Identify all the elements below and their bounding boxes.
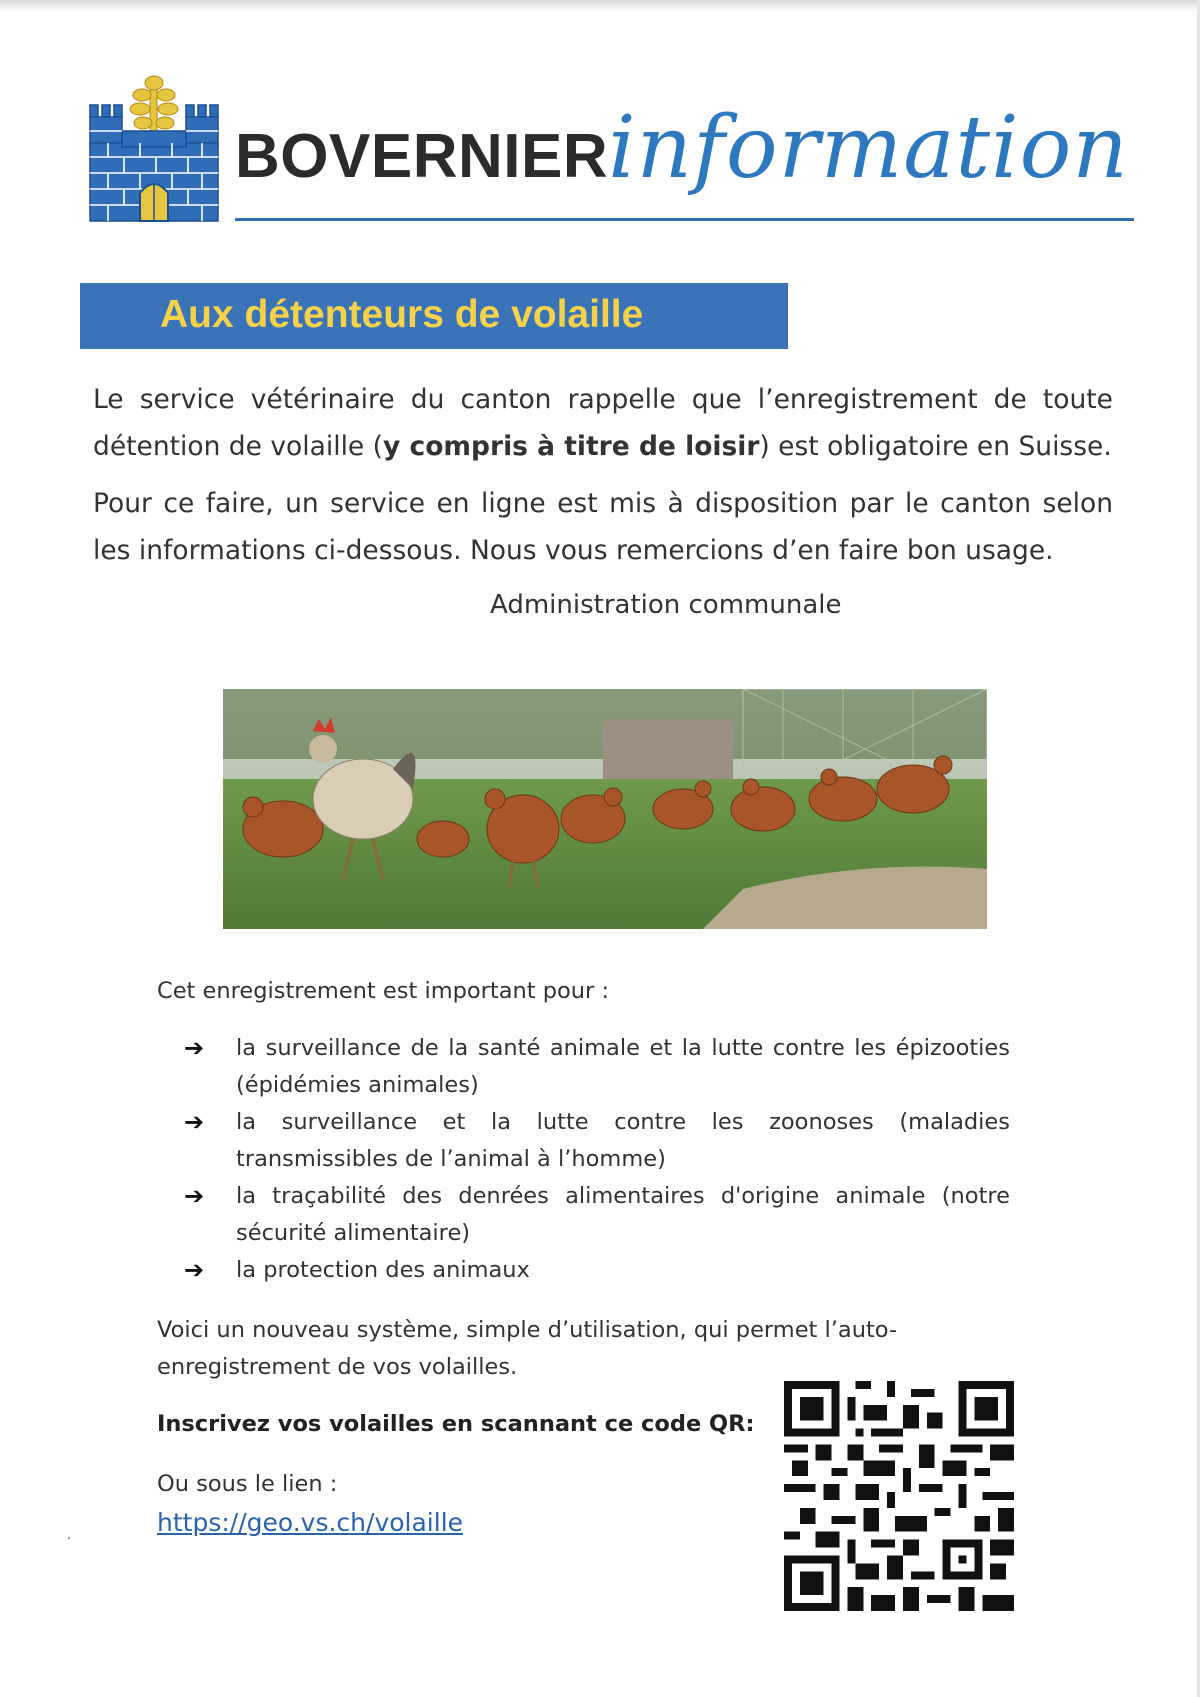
scan-edge [0, 0, 1200, 12]
list-lead: Cet enregistrement est important pour : [157, 978, 610, 1004]
chickens-photo [223, 689, 987, 929]
scan-speck [68, 1537, 70, 1539]
list-item: ➔ la surveillance de la santé animale et la lutte contre les épizooties (épidémies animales) [180, 1030, 1010, 1104]
arrow-right-icon: ➔ [184, 1034, 205, 1062]
emphasis: y compris à titre de loisir [383, 431, 760, 462]
arrow-right-icon: ➔ [184, 1108, 205, 1136]
header-rule [235, 218, 1134, 221]
link-label: Ou sous le lien : [157, 1471, 338, 1497]
page-title: Aux détenteurs de volaille [160, 293, 644, 336]
list-item: ➔ la protection des animaux [180, 1252, 1010, 1289]
list-item: ➔ la traçabilité des denrées alimentaires d'origine animale (notre sécurité alimentaire) [180, 1178, 1010, 1252]
brand-title [235, 98, 1129, 208]
list-item: ➔ la surveillance et la lutte contre les zoonoses (maladies transmissibles de l’animal à l’homme) [180, 1104, 1010, 1178]
title-banner [80, 283, 788, 349]
brand-subtitle: information [608, 98, 1129, 198]
intro-paragraph-1: Le service vétérinaire du canton rappelle que l’enregistrement de toute détention de volaille (y compris à titre de loisir) est obligatoire en Suisse. [93, 384, 1113, 462]
arrow-right-icon: ➔ [184, 1256, 205, 1284]
qr-code-icon[interactable] [784, 1381, 1014, 1611]
castle-crest-icon [88, 75, 220, 223]
outro-text: Voici un nouveau système, simple d’utilisation, qui permet l’auto-enregistrement de vos volailles. [157, 1317, 898, 1380]
registration-link[interactable]: https://geo.vs.ch/volaille [157, 1508, 464, 1537]
intro-text [93, 376, 1113, 584]
intro-paragraph-2: Pour ce faire, un service en ligne est mis à disposition par le canton selon les informations ci-dessous. Nous vous remercions d’en faire bon usage. [93, 488, 1113, 566]
brand-name: BOVERNIER [235, 122, 609, 191]
arrow-right-icon: ➔ [184, 1182, 205, 1210]
signature: Administration communale [490, 590, 842, 620]
scan-instruction: Inscrivez vos volailles en scannant ce code QR: [157, 1411, 755, 1437]
importance-list [180, 1030, 1010, 1289]
